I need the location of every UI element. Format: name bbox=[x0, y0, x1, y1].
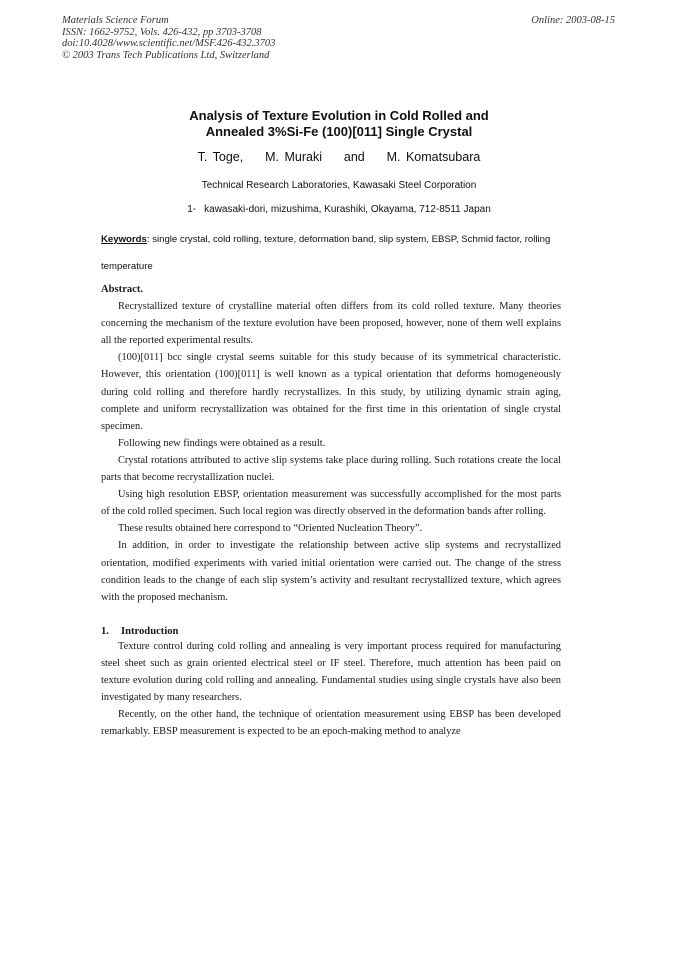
abstract-paragraph: Using high resolution EBSP, orientation measurement was successfully accomplished for the most parts of the cold rolled specimen. Such local region was directly observed in the deformation bands after rolling. bbox=[101, 489, 561, 518]
title-line-2: Annealed 3%Si-Fe (100)[011] Single Crystal bbox=[205, 123, 473, 139]
introduction-section bbox=[101, 638, 561, 741]
keywords-label: Keywords bbox=[101, 234, 147, 245]
section-title: Introduction bbox=[120, 626, 179, 637]
section-number: 1. bbox=[101, 626, 109, 637]
abstract-paragraph: In addition, in order to investigate the relationship between active slip systems and recrystallized orientation, modified experiments with varied initial orientation were carried out. The change of the stress condition leads to the change of each slip system’s activity and resultant recrystallized texture, which agrees with the proposed mechanism. bbox=[101, 540, 561, 603]
paper-title bbox=[0, 108, 678, 139]
abstract-paragraph: Following new findings were obtained as a result. bbox=[118, 437, 326, 449]
address-text: kawasaki-dori, mizushima, Kurashiki, Okayama, 712-8511 Japan bbox=[204, 204, 491, 215]
keywords-text: : single crystal, cold rolling, texture, deformation band, slip system, EBSP, Schmid factor, rolling temperature bbox=[101, 234, 551, 272]
journal-name: Materials Science Forum bbox=[62, 15, 169, 26]
abstract-paragraph: (100)[011] bcc single crystal seems suitable for this study because of its symmetrical characteristic. However, this orientation (100)[011] is well known as a typical orientation that deforms homogeneously during cold rolling and therefore hardly recrystallizes. In this study, by utilizing dynamic strain aging, complete and uniform recrystallization was obtained for the first time in this orientation of single crystal specimen. bbox=[101, 352, 561, 432]
title-line-1: Analysis of Texture Evolution in Cold Rolled and bbox=[189, 108, 489, 123]
online-date: Online: 2003-08-15 bbox=[531, 15, 615, 26]
keywords bbox=[101, 226, 561, 280]
doi-line: doi:10.4028/www.scientific.net/MSF.426-432.3703 bbox=[62, 38, 276, 49]
address-number: 1- bbox=[187, 204, 197, 215]
issn-line: ISSN: 1662-9752, Vols. 426-432, pp 3703-3708 bbox=[62, 26, 262, 38]
author-list: T. Toge, M. Muraki and M. Komatsubara bbox=[197, 150, 481, 164]
abstract-paragraph: Recrystallized texture of crystalline material often differs from its cold rolled texture. Many theories concerning the mechanism of the texture evolution have been proposed, however, none of them well explains all the reported experimental results. bbox=[101, 301, 561, 347]
copyright-line: © 2003 Trans Tech Publications Ltd, Switzerland bbox=[62, 49, 270, 61]
introduction-paragraph: Texture control during cold rolling and annealing is very important process required for manufacturing steel sheet such as grain oriented electrical steel or IF steel. Therefore, much attention has been paid on texture evolution during cold rolling and annealing. Fundamental studies using single crystals have also been investigated by many researchers. bbox=[101, 641, 561, 704]
abstract-section bbox=[101, 281, 561, 606]
introduction-paragraph: Recently, on the other hand, the technique of orientation measurement using EBSP has been developed remarkably. EBSP measurement is expected to be an epoch-making method to analyze bbox=[101, 709, 561, 738]
introduction-heading bbox=[101, 626, 178, 637]
affiliation: Technical Research Laboratories, Kawasaki Steel Corporation bbox=[201, 180, 477, 191]
abstract-paragraph: Crystal rotations attributed to active slip systems take place during rolling. Such rotations create the local parts that become recrystallization nuclei. bbox=[101, 454, 561, 484]
abstract-heading: Abstract. bbox=[101, 284, 144, 295]
address bbox=[0, 204, 678, 215]
publication-header bbox=[62, 15, 275, 61]
abstract-paragraph: These results obtained here correspond to “Oriented Nucleation Theory”. bbox=[118, 523, 423, 535]
